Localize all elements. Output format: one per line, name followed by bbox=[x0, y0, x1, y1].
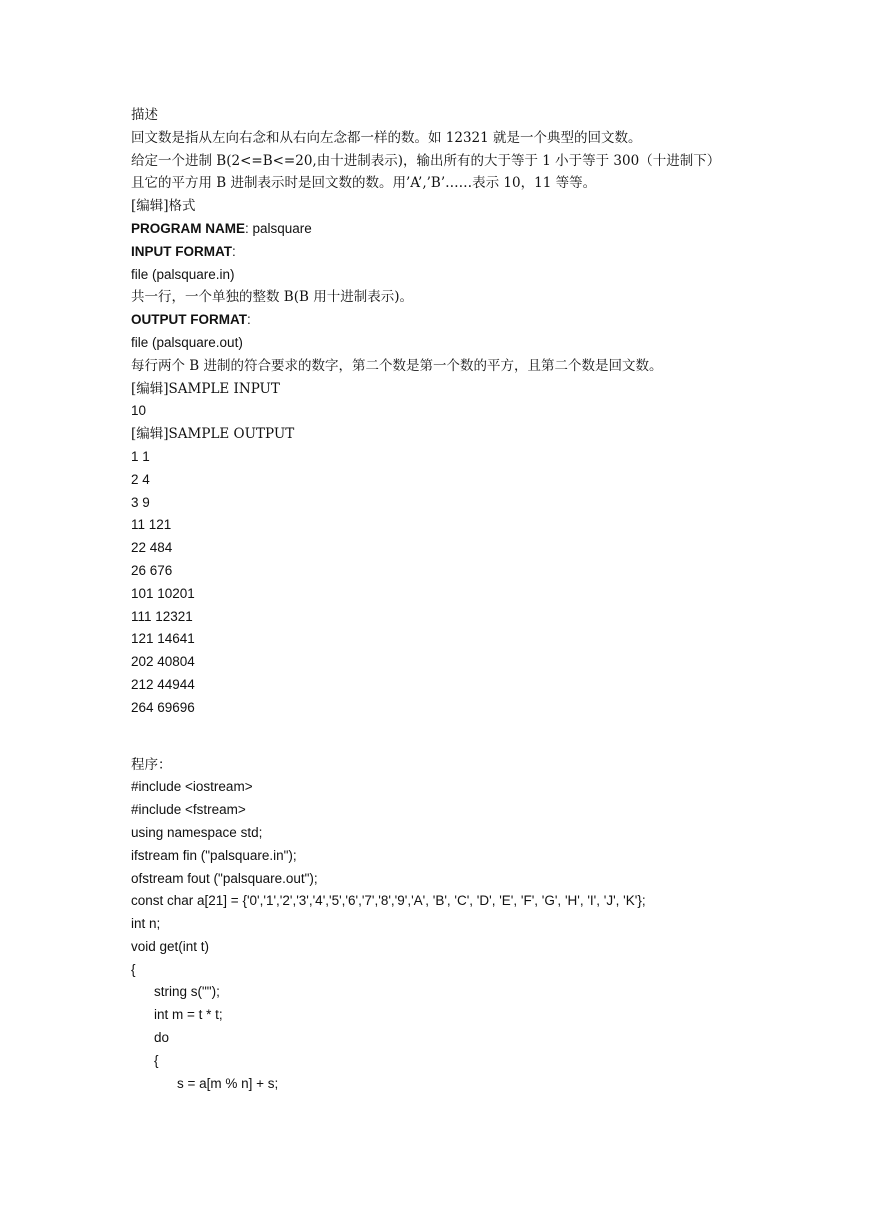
code-line: string s(""); bbox=[154, 984, 220, 1000]
output-description: 每行两个 B 进制的符合要求的数字，第二个数是第一个数的平方，且第二个数是回文数。 bbox=[131, 357, 663, 374]
output-format-label: OUTPUT FORMAT bbox=[131, 312, 247, 328]
sample-output-line: 212 44944 bbox=[131, 676, 195, 692]
code-line: using namespace std; bbox=[131, 824, 263, 840]
sample-input-heading: [编辑]SAMPLE INPUT bbox=[131, 380, 280, 397]
sample-output-line: 22 484 bbox=[131, 540, 173, 556]
description-paragraph-3: 且它的平方用 B 进制表示时是回文数的数。用’A’,’B’……表示 10，11 等等。 bbox=[131, 175, 597, 192]
code-line: #include <fstream> bbox=[131, 802, 246, 818]
sample-output-line: 3 9 bbox=[131, 494, 150, 510]
input-file-line: file (palsquare.in) bbox=[131, 266, 235, 282]
code-line: do bbox=[154, 1030, 170, 1046]
section-spacer bbox=[131, 720, 831, 754]
code-line: s = a[m % n] + s; bbox=[177, 1075, 279, 1091]
sample-output-line: 11 121 bbox=[131, 517, 172, 533]
code-line: int n; bbox=[131, 916, 161, 932]
program-heading: 程序： bbox=[131, 756, 172, 773]
code-line: { bbox=[154, 1052, 159, 1068]
output-file-line: file (palsquare.out) bbox=[131, 334, 243, 350]
sample-output-line: 26 676 bbox=[131, 562, 173, 578]
sample-output-line: 111 12321 bbox=[131, 608, 193, 624]
sample-input-value: 10 bbox=[131, 403, 147, 419]
code-line: void get(int t) bbox=[131, 938, 210, 954]
sample-output-line: 1 1 bbox=[131, 448, 150, 464]
code-line: { bbox=[131, 961, 136, 977]
code-line: int m = t * t; bbox=[154, 1007, 223, 1023]
document-body bbox=[131, 104, 831, 1095]
format-heading: [编辑]格式 bbox=[131, 198, 196, 215]
description-heading: 描述 bbox=[131, 107, 158, 123]
sample-output-line: 101 10201 bbox=[131, 585, 195, 601]
output-format-colon: : bbox=[246, 312, 251, 328]
sample-output-line: 121 14641 bbox=[131, 631, 195, 647]
code-line: #include <iostream> bbox=[131, 779, 253, 795]
input-description: 共一行，一个单独的整数 B(B 用十进制表示)。 bbox=[131, 289, 413, 306]
sample-output-line: 202 40804 bbox=[131, 654, 195, 670]
program-name-label: PROGRAM NAME bbox=[131, 220, 245, 236]
input-format-label: INPUT FORMAT bbox=[131, 243, 232, 259]
program-name-line bbox=[131, 218, 831, 241]
code-line: ifstream fin ("palsquare.in"); bbox=[131, 847, 297, 863]
code-line: const char a[21] = {'0','1','2','3','4','5','6','7','8','9','A', 'B', 'C', 'D', 'E', 'F', 'G', 'H', 'I', 'J', 'K'}; bbox=[131, 893, 646, 909]
input-format-line bbox=[131, 241, 831, 264]
description-paragraph-2: 给定一个进制 B(2<=B<=20,由十进制表示)，输出所有的大于等于 1 小于等于 300（十进制下） bbox=[131, 152, 721, 169]
sample-output-line: 264 69696 bbox=[131, 699, 195, 715]
output-format-line bbox=[131, 309, 831, 332]
program-name-value: : palsquare bbox=[245, 220, 312, 236]
description-paragraph-1: 回文数是指从左向右念和从右向左念都一样的数。如 12321 就是一个典型的回文数。 bbox=[131, 129, 642, 146]
code-line: ofstream fout ("palsquare.out"); bbox=[131, 870, 318, 886]
sample-output-line: 2 4 bbox=[131, 471, 150, 487]
sample-output-heading: [编辑]SAMPLE OUTPUT bbox=[131, 426, 295, 443]
input-format-colon: : bbox=[232, 243, 236, 259]
